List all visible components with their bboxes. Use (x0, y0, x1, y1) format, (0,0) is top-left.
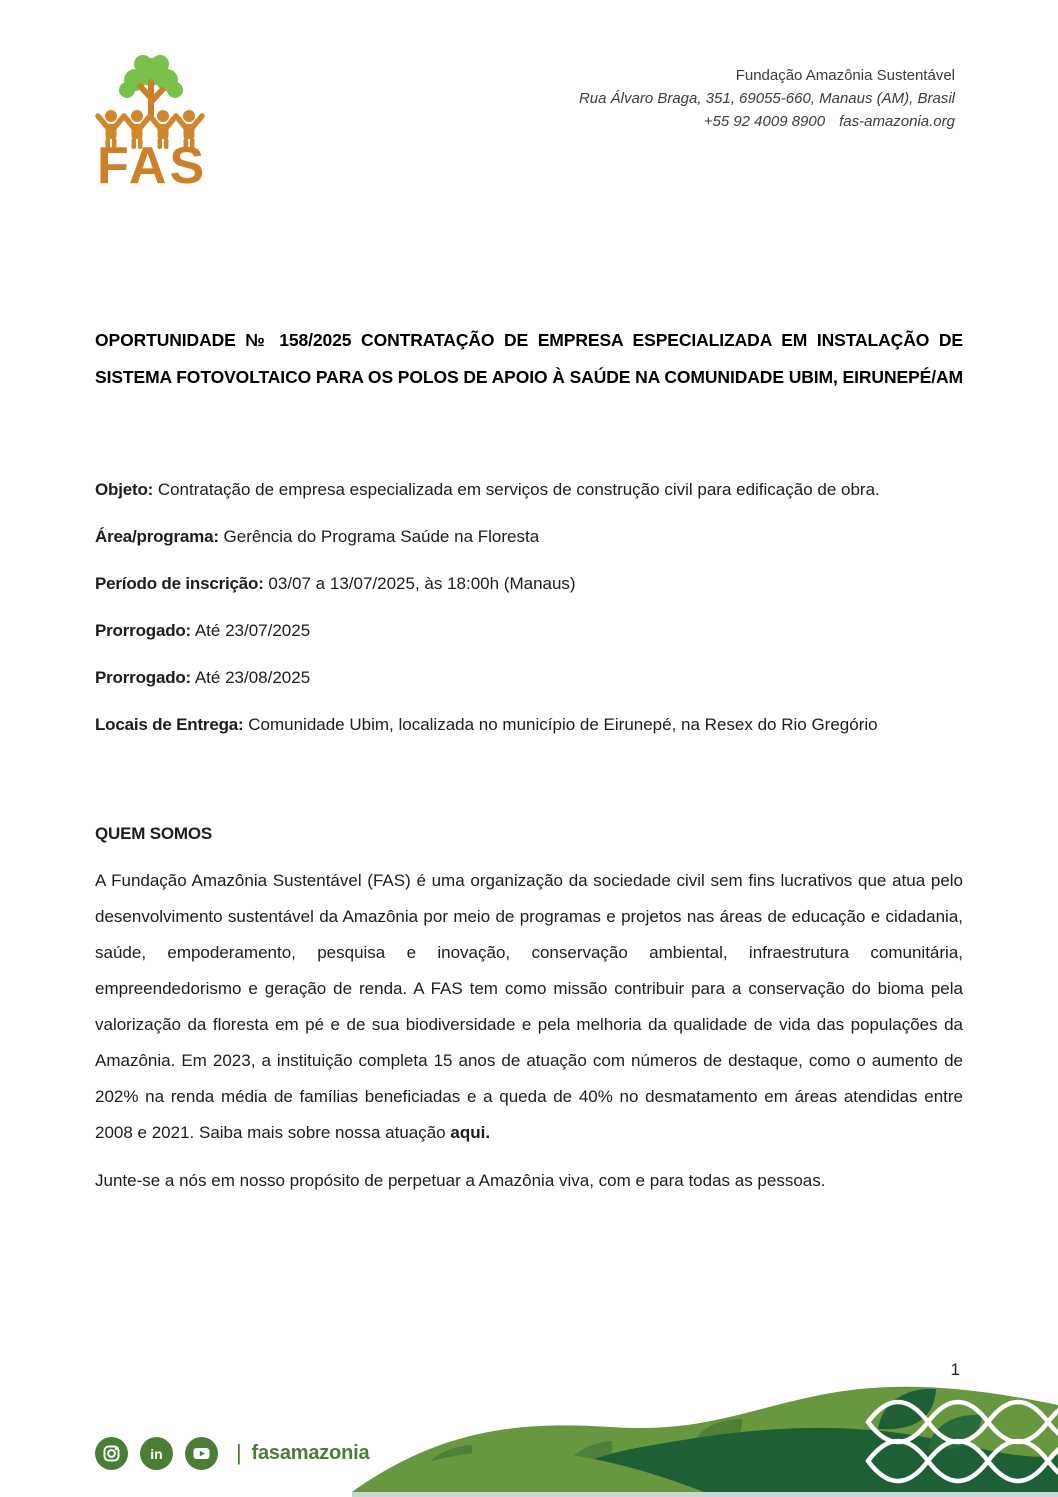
org-address: Rua Álvaro Braga, 351, 69055-660, Manaus (AM), Brasil (578, 90, 955, 107)
detail-prorrogado-2: Prorrogado: Até 23/08/2025 (95, 668, 311, 687)
fas-logo (95, 52, 207, 188)
org-website: fas-amazonia.org (839, 113, 955, 130)
opportunity-details (95, 472, 963, 743)
title-line-2: SISTEMA FOTOVOLTAICO PARA OS POLOS DE APOIO À SAÚDE NA COMUNIDADE UBIM, EIRUNEPÉ/AM (95, 367, 963, 387)
detail-objeto: Objeto: Contratação de empresa especializada em serviços de construção civil para edificação de obra. (95, 480, 880, 499)
org-phone: +55 92 4009 8900 (703, 113, 826, 130)
title-line-1: OPORTUNIDADE № 158/2025 CONTRATAÇÃO DE EMPRESA ESPECIALIZADA EM INSTALAÇÃO DE (95, 330, 963, 350)
detail-prorrogado-1: Prorrogado: Até 23/07/2025 (95, 621, 311, 640)
svg-text:in: in (150, 1445, 163, 1462)
opportunity-title (95, 322, 963, 396)
social-handle: fasamazonia (251, 1441, 370, 1464)
detail-locais-entrega: Locais de Entrega: Comunidade Ubim, localizada no município de Eirunepé, na Resex do Rio Gregório (95, 715, 878, 734)
separator: | (236, 1440, 242, 1465)
document-body (95, 322, 963, 1199)
about-cta: Junte-se a nós em nosso propósito de perpetuar a Amazônia viva, com e para todas as pessoas. (95, 1171, 826, 1190)
header (95, 52, 955, 188)
youtube-icon[interactable] (185, 1437, 218, 1470)
detail-periodo-inscricao: Período de inscrição: 03/07 a 13/07/2025, às 18:00h (Manaus) (95, 574, 576, 593)
instagram-icon[interactable] (95, 1437, 128, 1470)
org-name: Fundação Amazônia Sustentável (735, 67, 955, 84)
page-number: 1 (950, 1360, 960, 1379)
detail-area-programa: Área/programa: Gerência do Programa Saúde na Floresta (95, 527, 540, 546)
about-paragraph: A Fundação Amazônia Sustentável (FAS) é uma organização da sociedade civil sem fins lucrativos que atua pelo desenvolvimento sustentável da Amazônia por meio de programas e projetos nas áreas de educação e cidadania, saúde, empoderamento, pesquisa e inovação, conservação ambiental, infraestrutura comunitária, empreendedorismo e geração de renda. A FAS tem como missão contribuir para a conservação do bioma pela valorização da floresta em pé e de sua biodiversidade e pela melhoria da qualidade de vida das populações da Amazônia. Em 2023, a instituição completa 15 anos de atuação com números de destaque, como o aumento de 202% na renda média de famílias beneficiadas e a queda de 40% no desmatamento em áreas atendidas entre 2008 e 2021. Saiba mais sobre nossa atuação aqui. (95, 871, 963, 1142)
about-heading: QUEM SOMOS (95, 824, 213, 843)
aqui-link[interactable]: aqui. (450, 1123, 491, 1142)
linkedin-icon[interactable] (140, 1437, 173, 1470)
header-contact (579, 52, 955, 133)
social-handle-row (236, 1440, 369, 1466)
org-phone-site (579, 110, 955, 133)
social-bar (95, 1436, 369, 1470)
logo-wordmark: FAS (97, 137, 207, 188)
